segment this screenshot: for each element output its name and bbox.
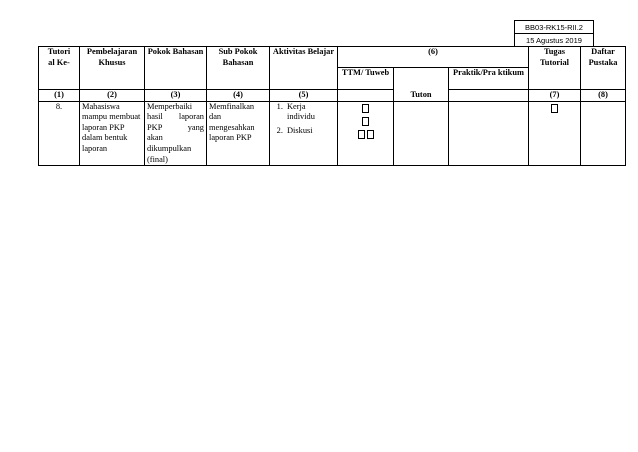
document-date: 15 Agustus 2019 <box>515 34 594 47</box>
cell-daftar-pustaka <box>581 101 626 166</box>
ttm-empty-cell <box>338 90 394 102</box>
cell-tutorial-ke: 8. <box>39 101 80 166</box>
table-row <box>39 101 626 166</box>
col-number-1: (1) <box>39 90 80 102</box>
header-pokok-bahasan: Pokok Bahasan <box>145 47 207 90</box>
checkbox-icon <box>367 130 374 139</box>
header-col6: (6) <box>338 47 529 68</box>
cell-praktik <box>449 101 529 166</box>
header-praktik: Praktik/Pra ktikum <box>449 68 529 90</box>
cell-sub-pokok-bahasan: Memfinalkan dan mengesahkan laporan PKP <box>207 101 270 166</box>
cell-ttm-tuweb <box>338 101 394 166</box>
header-sub-pokok-bahasan: Sub Pokok Bahasan <box>207 47 270 90</box>
col-number-7: (7) <box>529 90 581 102</box>
col-number-2: (2) <box>80 90 145 102</box>
cell-tuton <box>394 101 449 166</box>
cell-tugas-tutorial <box>529 101 581 166</box>
aktivitas-item: 1. Kerja individu <box>285 102 335 123</box>
aktivitas-item: 2. Diskusi <box>285 126 335 137</box>
header-tutorial-ke: Tutori al Ke- <box>39 47 80 90</box>
col-number-5: (5) <box>270 90 338 102</box>
header-daftar-pustaka: Daftar Pustaka <box>581 47 626 90</box>
rubric-table <box>38 46 626 166</box>
checkbox-icon <box>358 130 365 139</box>
checkbox-icon <box>362 117 369 126</box>
col-number-8: (8) <box>581 90 626 102</box>
praktik-empty-cell <box>449 90 529 102</box>
cell-pembelajaran-khusus: Mahasiswa mampu membuat laporan PKP dalam bentuk laporan <box>80 101 145 166</box>
cell-aktivitas <box>270 101 338 166</box>
header-tuton: Tuton <box>394 68 449 102</box>
checkbox-icon <box>362 104 369 113</box>
col-number-4: (4) <box>207 90 270 102</box>
cell-pokok-bahasan: Memperbaiki hasil laporan PKP yang akan dikumpulkan (final) <box>145 101 207 166</box>
document-id-box <box>514 20 594 47</box>
col-number-3: (3) <box>145 90 207 102</box>
document-code: BB03-RK15-RII.2 <box>515 21 594 34</box>
checkbox-icon <box>551 104 558 113</box>
header-tugas-tutorial: Tugas Tutorial <box>529 47 581 90</box>
header-ttm-tuweb: TTM/ Tuweb <box>338 68 394 90</box>
header-pembelajaran-khusus: Pembelajaran Khusus <box>80 47 145 90</box>
header-aktivitas-belajar: Aktivitas Belajar <box>270 47 338 90</box>
